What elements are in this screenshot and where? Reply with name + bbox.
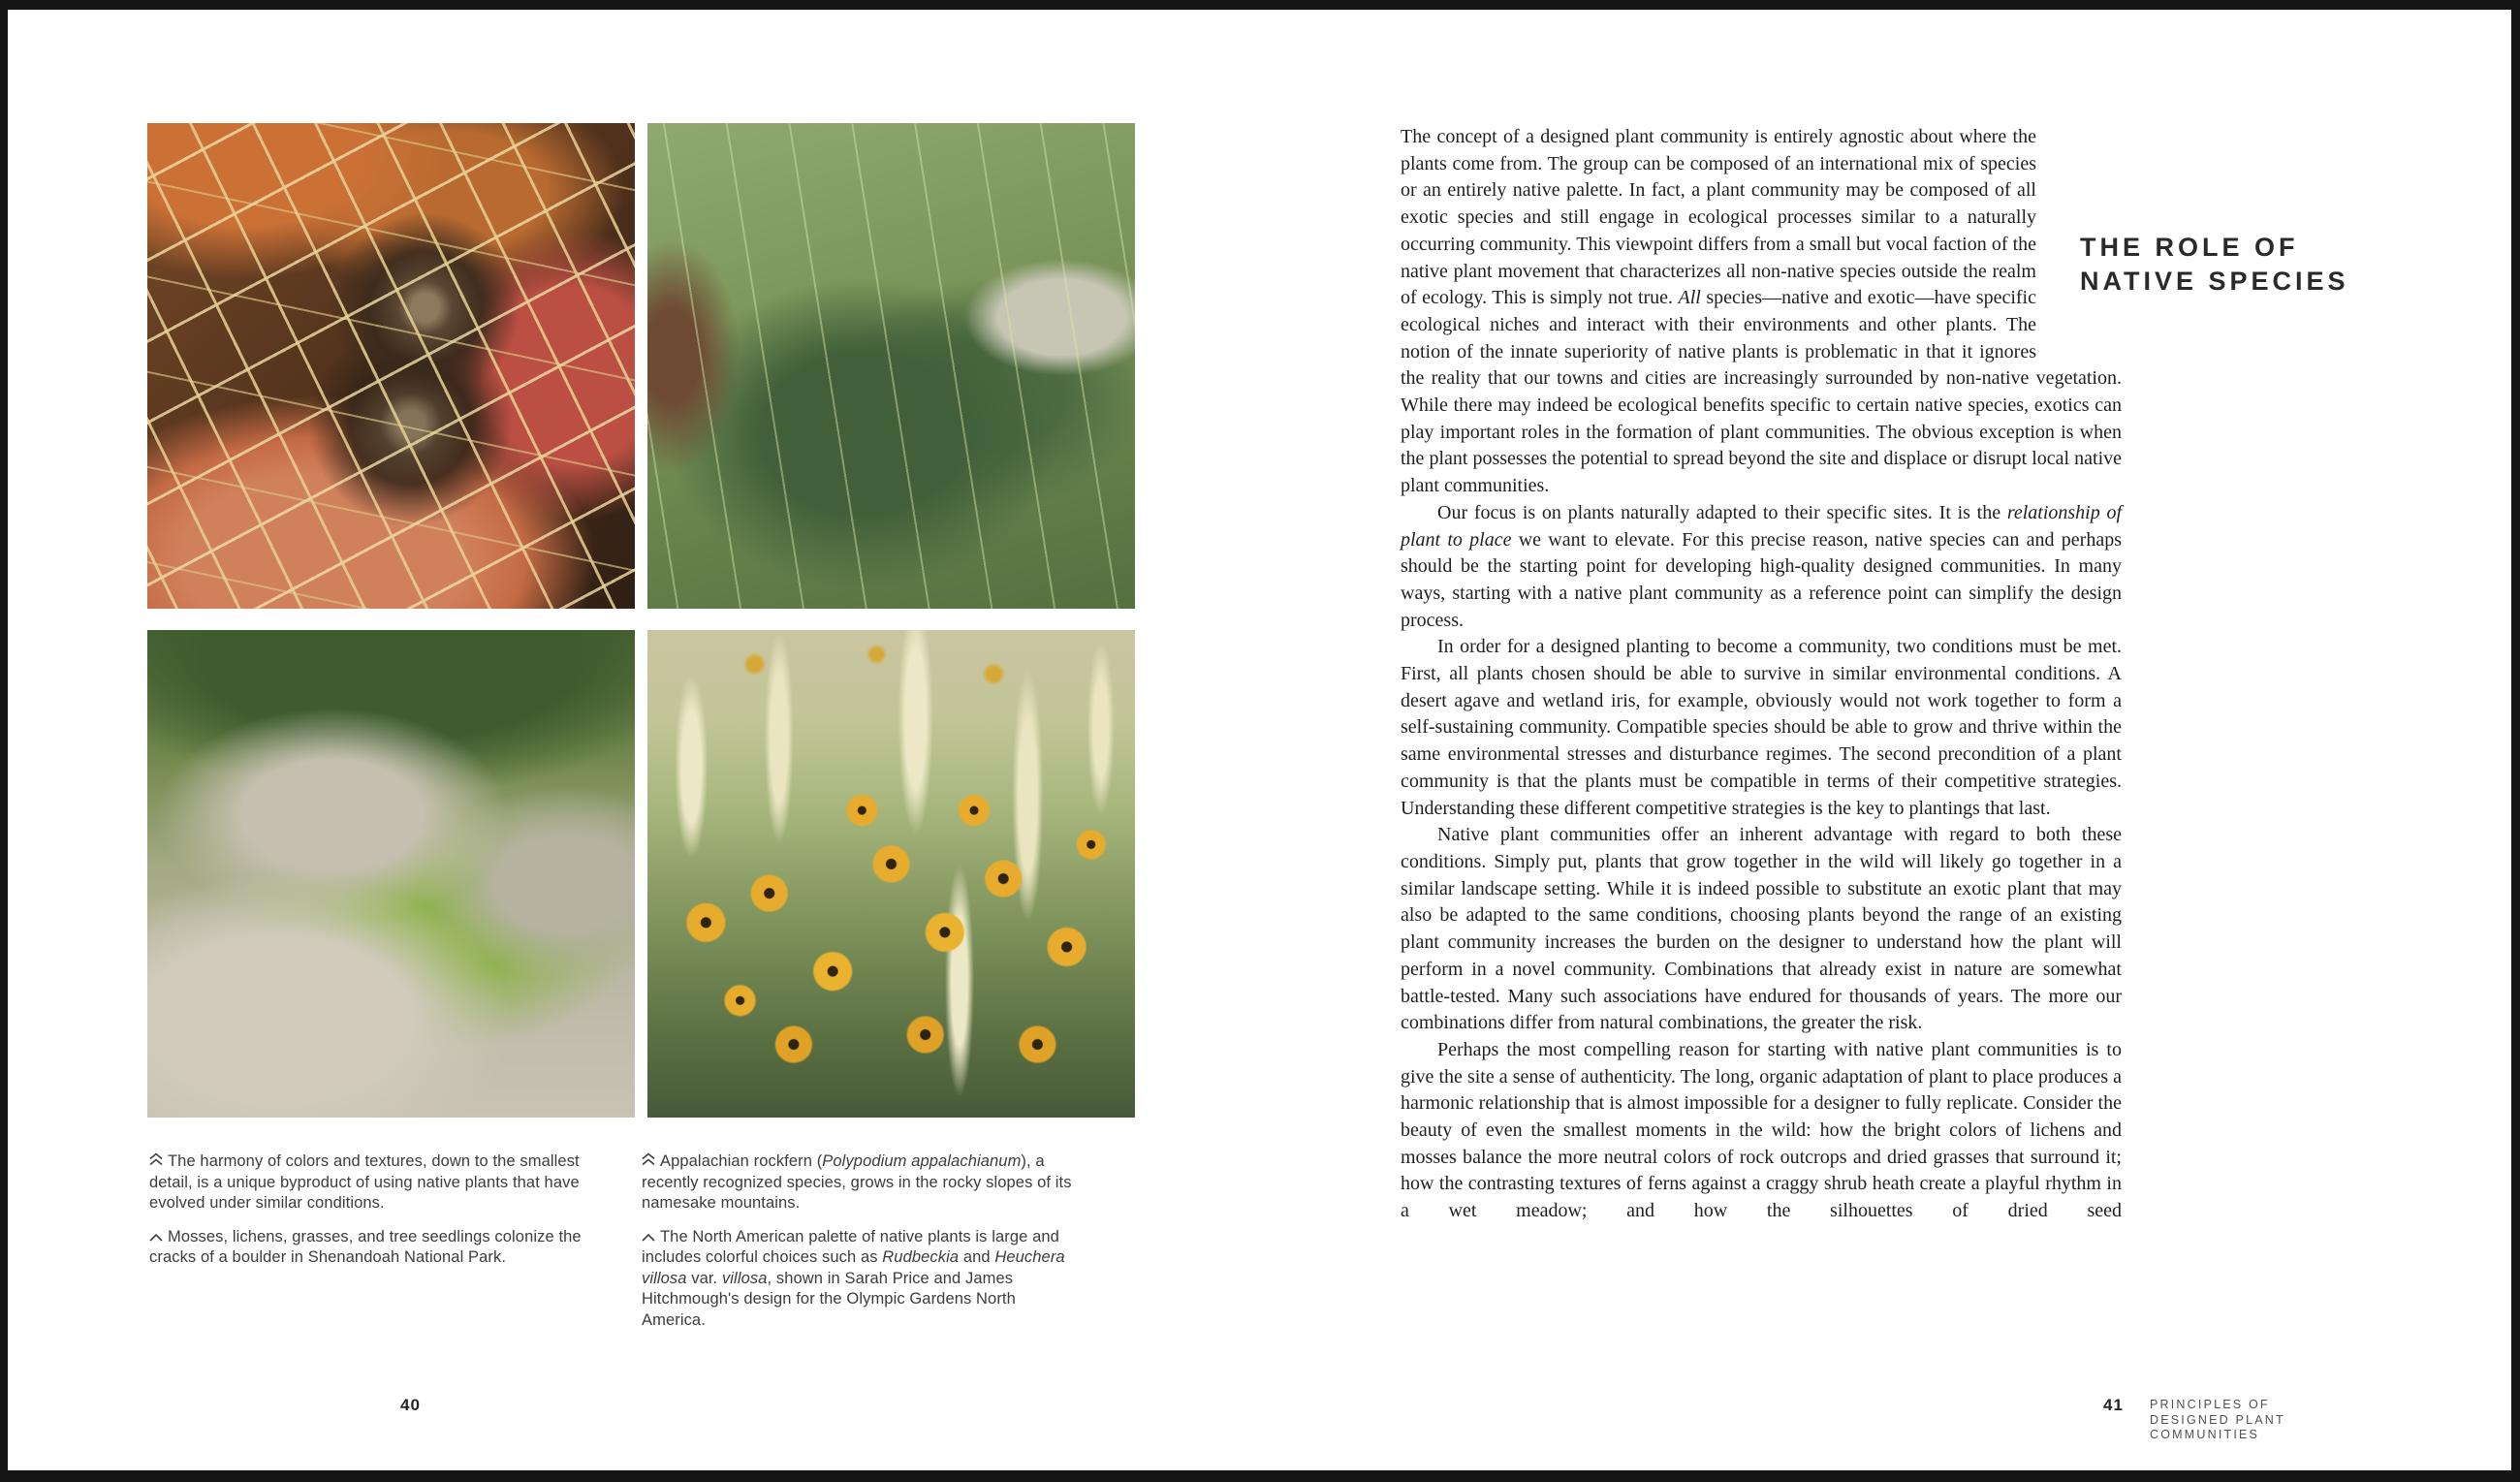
body-paragraph: In order for a designed planting to become a community, two conditions must be met. First, all plants chosen should be able to survive in similar environmental conditions. A desert agave and wetland iris, for example, obviously would not work together to form a self-sustaining community. Compatible species should be able to grow and thrive within the same environmental stresses and disturbance regimes. The second precondition of a plant community is that the plants must be compatible in terms of their competitive strategies. Understanding these different competitive strategies is the key to plantings that last. — [1401, 636, 2122, 819]
caption-harmony — [149, 1151, 613, 1214]
caption-text: Appalachian rockfern (Polypodium appalachianum), a recently recognized species, grows in the rocky slopes of its namesake mountains. — [642, 1152, 1072, 1212]
photo-rudbeckia-meadow — [647, 630, 1135, 1118]
page-number-right: 41 — [2103, 1396, 2124, 1414]
running-title — [2150, 1398, 2285, 1443]
running-title-line: PRINCIPLES OF — [2150, 1398, 2270, 1411]
running-title-line: DESIGNED PLANT — [2150, 1412, 2285, 1427]
body-text-column — [1401, 124, 2122, 1225]
body-paragraph: Native plant communities offer an inherent advantage with regard to both these conditions. Simply put, plants that grow together in the wild will likely go together in a similar landscape setting. While it is indeed possible to substitute an exotic plant that may also be adapted to the same conditions, choosing plants beyond the range of an existing plant community increases the burden on the designer to understand how the plant will perform in a novel community. Combinations that already exist in nature are somewhat battle-tested. Many such associations have endured for thousands of years. The more our combinations differ from natural combinations, the greater the risk. — [1401, 824, 2122, 1034]
photo-appalachian-rockfern — [647, 123, 1135, 609]
section-heading — [2080, 231, 2349, 299]
body-paragraph: Perhaps the most compelling reason for starting with native plant communities is to give the site a sense of authenticity. The long, organic adaptation of plant to place produces a harmonic relationship that is almost impossible for a designer to fully replicate. Consider the beauty of even the smallest moments in the wild: how the bright colors of lichens and mosses balance the more neutral colors of rock outcrops and dried grasses that surround it; how the contrasting textures of ferns against a craggy shrub heath create a playful rhythm in a wet meadow; and how the silhouettes of dried seed — [1401, 1038, 2122, 1222]
double-up-chevron-icon — [642, 1152, 655, 1166]
section-heading-line-2: NATIVE SPECIES — [2080, 267, 2349, 296]
up-chevron-icon — [149, 1233, 163, 1242]
caption-text: The harmony of colors and textures, down to the smallest detail, is a unique byproduct of using native plants that have evolved under similar conditions. — [149, 1152, 580, 1212]
body-paragraph: Our focus is on plants naturally adapted to their specific sites. It is the relationship of plant to place we want to elevate. For this precise reason, native species can and perhaps should be the starting point for developing high-quality designed communities. In many ways, starting with a native plant community as a reference point can simplify the design process. — [1401, 501, 2123, 631]
caption-mosses-boulder — [149, 1227, 613, 1269]
body-paragraph: The concept of a designed plant community is entirely agnostic about where the plants come from. The group can be composed of an international mix of species or an entirely native palette. In fact, a plant community may be composed of all exotic species and still engage in ecological processes similar to a naturally occurring community. This viewpoint differs from a small but vocal faction of the native plant movement that characterizes all non-native species outside the realm of ecology. This is simply not true. All species—native and exotic—have specific ecological niches and interact with their environments and other plants. The notion of the innate superiority of native plants is problematic in that it ignores the reality that our towns and cities are increasingly surrounded by non-native vegetation. While there may indeed be ecological benefits specific to certain native species, exotics can play important roles in the formation of plant communities. The obvious exception is when the plant possesses the potential to spread beyond the site and displace or disrupt local native plant communities. — [1401, 126, 2122, 497]
caption-north-american-palette — [642, 1227, 1074, 1332]
caption-text: The North American palette of native plants is large and includes colorful choices such as Rudbeckia and Heuchera villosa var. villosa, shown in Sarah Price and James Hitchmough's design for the Olympic Gardens North America. — [642, 1227, 1065, 1329]
caption-text: Mosses, lichens, grasses, and tree seedlings colonize the cracks of a boulder in Shenandoah National Park. — [149, 1227, 582, 1266]
page-spread — [8, 10, 2511, 1470]
double-up-chevron-icon — [149, 1152, 163, 1166]
running-title-line: COMMUNITIES — [2150, 1428, 2260, 1441]
caption-rockfern — [642, 1151, 1074, 1214]
photo-autumn-leaf-litter — [147, 123, 635, 609]
section-heading-line-1: THE ROLE OF — [2080, 233, 2299, 262]
photo-boulder-with-mosses — [147, 630, 635, 1118]
page-number-left: 40 — [400, 1396, 421, 1414]
up-chevron-icon — [642, 1233, 655, 1242]
caption-column-right — [642, 1151, 1074, 1343]
caption-column-left — [149, 1151, 613, 1281]
